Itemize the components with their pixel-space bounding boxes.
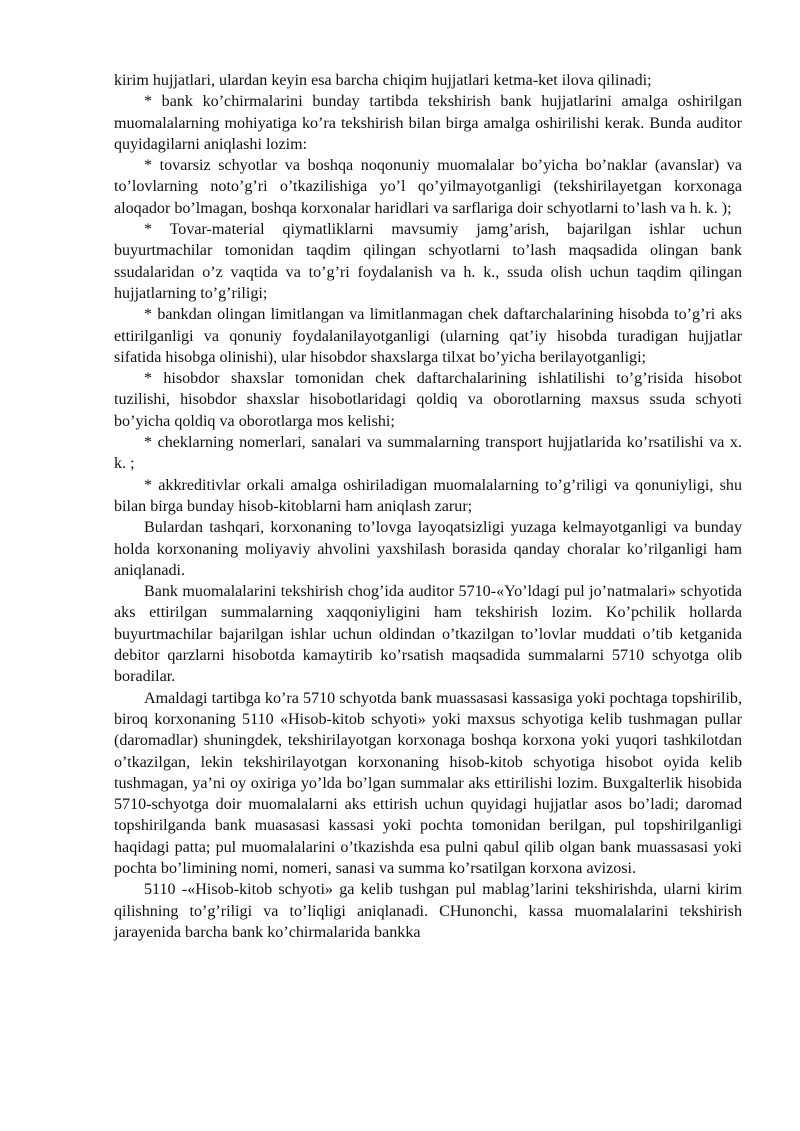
paragraph-2: * bank ko’chirmalarini bunday tartibda tekshirish bank hujjatlarini amalga oshirilgan muomalalarning mohiyatiga ko’ra tekshirish bilan birga amalga oshirilishi kerak. Bunda auditor quyidagilarni aniqlashi lozim: — [114, 93, 742, 153]
paragraph-3: * tovarsiz schyotlar va boshqa noqonuniy muomalalar bo’yicha bo’naklar (avanslar) va to’lovlarning noto’g’ri o’tkazilishiga yo’l qo’yilmayotganligi (tekshirilayetgan korxonaga aloqador bo’lmagan, boshqa korxonalar haridlari va sarflariga doir schyotlarni to’lash va h. k. ); — [114, 157, 742, 217]
paragraph-8: * akkreditivlar orkali amalga oshiriladigan muomalalarning to’g’riligi va qonuniyligi, shu bilan birga bunday hisob-kitoblarni ham aniqlash zarur; — [114, 476, 742, 515]
paragraph-10: Bank muomalalarini tekshirish chog’ida auditor 5710-«Yo’ldagi pul jo’natmalari» schyotida aks ettirilgan summalarning xaqqoniyligini ham tekshirish lozim. Ko’pchilik hollarda buyurtmachilar bajarilgan ishlar uchun oldindan o’tkazilgan to’lovlar muddati o’tib ketganida debitor qarzlarni hisobotda kamaytirib ko’rsatish maqsadida summalarni 5710 schyotga olib boradilar. — [114, 583, 742, 686]
paragraph-9: Bulardan tashqari, korxonaning to’lovga layoqatsizligi yuzaga kelmayotganligi va bunday holda korxonaning moliyaviy ahvolini yaxshilash borasida qanday choralar ko’rilganligi ham aniqlanadi. — [114, 519, 742, 579]
paragraph-6: * hisobdor shaxslar tomonidan chek daftarchalarining ishlatilishi to’g’risida hisobot tuzilishi, hisobdor shaxslar hisobotlaridagi qoldiq va oborotlarning maxsus ssuda schyoti bo’yicha qoldiq va oborotlarga mos kelishi; — [114, 370, 742, 430]
paragraph-12: 5110 -«Hisob-kitob schyoti» ga kelib tushgan pul mablag’larini tekshirishda, ularni kirim qilishning to’g’riligi va to’liqligi aniqlanadi. CHunonchi, kassa muomalalarini tekshirish jarayenida barcha bank ko’chirmalarida bankka — [114, 881, 742, 941]
paragraph-11: Amaldagi tartibga ko’ra 5710 schyotda bank muassasasi kassasiga yoki pochtaga topshirilib, biroq korxonaning 5110 «Hisob-kitob schyoti» yoki maxsus schyotiga kelib tushmagan pullar (daromadlar) shuningdek, tekshirilayotgan korxonaga boshqa korxona yoki yuqori tashkilotdan o’tkazilgan, lekin tekshirilayotgan korxonaning hisob-kitob schyotiga hisobot oyida kelib tushmagan, ya’ni oy oxiriga yo’lda bo’lgan summalar aks ettirilishi lozim. Buxgalterlik hisobida 5710-schyotga doir muomalalarni aks ettirish uchun quyidagi hujjatlar asos bo’ladi; daromad topshirilganda bank muasasasi kassasi yoki pochta tomonidan berilgan, pul topshirilganligi haqidagi patta; pul muomalalarini o’tkazishda esa pulni qabul qilib olgan bank muassasasi yoki pochta bo’limining nomi, nomeri, sanasi va summa ko’rsatilgan korxona avizosi. — [114, 689, 742, 877]
paragraph-5: * bankdan olingan limitlangan va limitlanmagan chek daftarchalarining hisobda to’g’ri aks ettirilganligi va qonuniy foydalanilayotganligi (ularning qat’iy hisobda turadigan hujjatlar sifatida hisobga olinishi), ular hisobdor shaxslarga tilxat bo’yicha berilayotganligi; — [114, 306, 742, 366]
paragraph-7: * cheklarning nomerlari, sanalari va summalarning transport hujjatlarida ko’rsatilishi va x. k. ; — [114, 434, 742, 473]
document-page — [114, 70, 742, 943]
paragraph-4: * Tovar-material qiymatliklarni mavsumiy jamg’arish, bajarilgan ishlar uchun buyurtmachilar tomonidan taqdim qilingan schyotlarni to’lash maqsadida olingan bank ssudalaridan o’z vaqtida va to’g’ri foydalanish va h. k., ssuda olish uchun taqdim qilingan hujjatlarning to’g’riligi; — [114, 221, 742, 302]
paragraph-1: kirim hujjatlari, ulardan keyin esa barcha chiqim hujjatlari ketma-ket ilova qilinadi; — [114, 72, 652, 89]
